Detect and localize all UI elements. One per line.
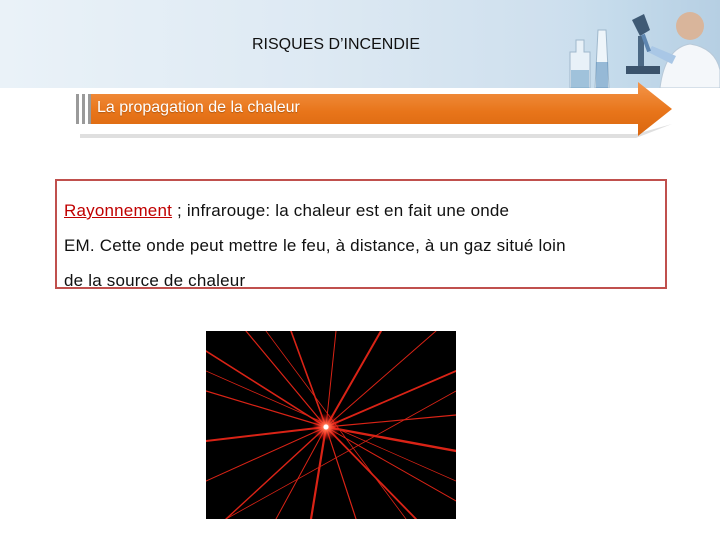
section-title: La propagation de la chaleur <box>97 99 300 116</box>
definition-line-3: de la source de chaleur <box>64 271 246 290</box>
page-title: RISQUES D’INCENDIE <box>251 36 421 53</box>
section-banner <box>76 78 676 140</box>
laser-beams-image <box>206 331 456 519</box>
banner-bars <box>76 94 94 124</box>
definition-box <box>55 179 667 289</box>
header-band <box>0 0 720 88</box>
definition-line-1-rest: ; infrarouge: la chaleur est en fait une onde <box>172 201 510 220</box>
keyword-rayonnement: Rayonnement <box>64 201 173 220</box>
definition-line-2: EM. Cette onde peut mettre le feu, à distance, à un gaz situé loin <box>64 236 566 255</box>
definition-line-1 <box>64 193 657 228</box>
header-lab-photo <box>540 0 720 88</box>
